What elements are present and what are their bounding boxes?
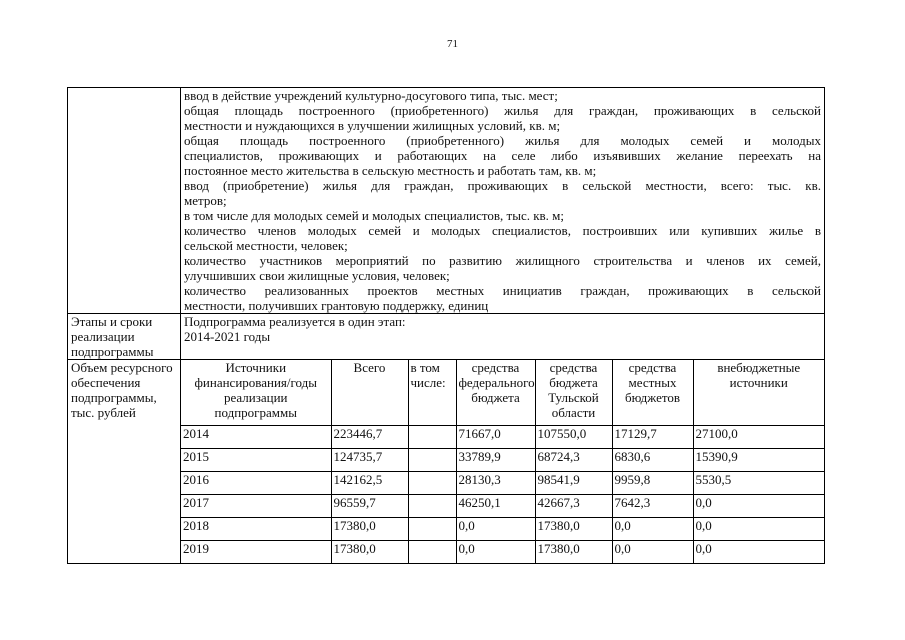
indicator-line: количество участников мероприятий по развитию жилищного строительства и членов их семей, (184, 253, 821, 268)
table-row (181, 541, 824, 564)
header-cell: средства федерального бюджета (456, 360, 535, 426)
page-number: 71 (447, 38, 458, 50)
table-cell: 17380,0 (331, 541, 408, 564)
header-cell: средства местных бюджетов (612, 360, 693, 426)
table-cell: 33789,9 (456, 449, 535, 472)
table-row (181, 518, 824, 541)
header-cell: Всего (331, 360, 408, 426)
funding-header-row (181, 360, 824, 426)
stages-row (68, 314, 825, 360)
table-cell (408, 426, 456, 449)
funding-label: Объем ресурсного обеспечения подпрограммы, тыс. рублей (68, 360, 181, 564)
table-cell (408, 495, 456, 518)
passport-table (67, 87, 825, 564)
table-cell: 17129,7 (612, 426, 693, 449)
table-cell: 98541,9 (535, 472, 612, 495)
table-cell: 223446,7 (331, 426, 408, 449)
header-cell: Источники финансирования/годы реализации подпрограммы (181, 360, 331, 426)
indicator-line: постоянное место жительства в сельскую местность и работать там, кв. м; (184, 163, 597, 178)
header-cell: внебюджетные источники (693, 360, 824, 426)
table-row (181, 472, 824, 495)
table-cell (408, 449, 456, 472)
table-cell: 0,0 (456, 541, 535, 564)
table-cell: 2014 (181, 426, 331, 449)
indicator-line: сельской местности, человек; (184, 238, 348, 253)
table-cell: 46250,1 (456, 495, 535, 518)
table-cell: 68724,3 (535, 449, 612, 472)
table-cell: 0,0 (456, 518, 535, 541)
funding-table (181, 360, 824, 563)
table-cell: 107550,0 (535, 426, 612, 449)
table-cell: 2016 (181, 472, 331, 495)
table-cell (408, 518, 456, 541)
indicator-line: ввод (приобретение) жилья для граждан, проживающих в сельской местности, всего: тыс. кв. (184, 178, 821, 193)
table-cell: 71667,0 (456, 426, 535, 449)
indicators-label-cell (68, 88, 181, 314)
indicator-line: местности, получивших грантовую поддержку, единиц (184, 298, 489, 313)
indicator-line: улучшивших свои жилищные условия, человек; (184, 268, 450, 283)
table-cell: 17380,0 (535, 541, 612, 564)
table-cell: 96559,7 (331, 495, 408, 518)
header-cell: средства бюджета Тульской области (535, 360, 612, 426)
header-cell: в том числе: (408, 360, 456, 426)
indicator-line: общая площадь построенного (приобретенного) жилья для граждан, проживающих в сельской (184, 103, 821, 118)
table-cell: 2015 (181, 449, 331, 472)
indicator-line: метров; (184, 193, 227, 208)
stages-line: Подпрограмма реализуется в один этап: (184, 314, 406, 329)
table-cell (408, 541, 456, 564)
table-cell: 124735,7 (331, 449, 408, 472)
table-cell (408, 472, 456, 495)
table-cell: 17380,0 (535, 518, 612, 541)
table-row (181, 495, 824, 518)
table-cell: 2019 (181, 541, 331, 564)
stages-cell (181, 314, 825, 360)
table-row (181, 449, 824, 472)
indicator-line: количество реализованных проектов местных инициатив граждан, проживающих в сельской (184, 283, 821, 298)
table-cell: 28130,3 (456, 472, 535, 495)
stages-period: 2014-2021 годы (184, 329, 271, 344)
table-cell: 6830,6 (612, 449, 693, 472)
table-cell: 142162,5 (331, 472, 408, 495)
table-cell: 42667,3 (535, 495, 612, 518)
table-cell: 0,0 (693, 541, 824, 564)
table-cell: 0,0 (693, 518, 824, 541)
table-cell: 15390,9 (693, 449, 824, 472)
indicator-line: количество членов молодых семей и молодых специалистов, построивших или купивших жилье в (184, 223, 821, 238)
table-cell: 9959,8 (612, 472, 693, 495)
table-cell: 7642,3 (612, 495, 693, 518)
table-cell: 27100,0 (693, 426, 824, 449)
stages-label: Этапы и сроки реализации подпрограммы (68, 314, 181, 360)
indicator-line: в том числе для молодых семей и молодых специалистов, тыс. кв. м; (184, 208, 565, 223)
table-cell: 0,0 (693, 495, 824, 518)
table-cell: 2018 (181, 518, 331, 541)
table-cell: 17380,0 (331, 518, 408, 541)
indicator-line: местности и нуждающихся в улучшении жилищных условий, кв. м; (184, 118, 561, 133)
table-row (181, 426, 824, 449)
funding-cell (181, 360, 825, 564)
table-cell: 0,0 (612, 518, 693, 541)
indicators-cell (181, 88, 825, 314)
table-cell: 2017 (181, 495, 331, 518)
indicator-line: ввод в действие учреждений культурно-досугового типа, тыс. мест; (184, 88, 558, 103)
funding-row (68, 360, 825, 564)
indicator-line: специалистов, проживающих и работающих на селе либо изъявивших желание переехать на (184, 148, 821, 163)
table-cell: 5530,5 (693, 472, 824, 495)
table-cell: 0,0 (612, 541, 693, 564)
indicator-line: общая площадь построенного (приобретенного) жилья для молодых семей и молодых (184, 133, 821, 148)
indicators-row (68, 88, 825, 314)
